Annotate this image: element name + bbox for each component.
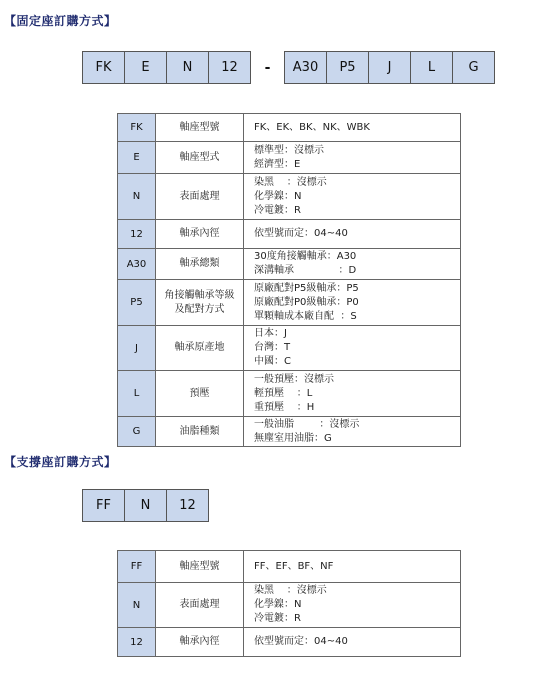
desc-cell (244, 551, 461, 583)
desc-line: 台灣：T (254, 342, 291, 353)
code-cell: L (118, 371, 156, 417)
desc-line: 無塵室用油脂：G (254, 432, 332, 444)
support-seat-order-title: 【支撐座訂購方式】 (4, 455, 117, 469)
desc-line: 日本：J (254, 328, 287, 339)
item-label: 軸承總類 (179, 258, 220, 269)
table-row (118, 551, 461, 583)
table-row (118, 326, 461, 371)
item-cell (156, 280, 244, 326)
code-separator: - (264, 59, 271, 76)
code-box: N (125, 489, 167, 522)
item-label: 表面處理 (179, 599, 220, 610)
item-cell (156, 583, 244, 628)
desc-line: 重預壓 ：H (254, 401, 315, 413)
desc-line: 單顆軸成本廠自配 ：S (254, 310, 357, 322)
desc-line: 染黑 ：沒標示 (254, 585, 327, 596)
item-cell (156, 220, 244, 249)
table-row (118, 371, 461, 417)
desc-line: 經濟型：E (254, 158, 301, 170)
desc-cell (244, 220, 461, 249)
code-cell: A30 (118, 249, 156, 280)
code-cell: G (118, 417, 156, 447)
code-cell: P5 (118, 280, 156, 326)
desc-line: 輕預壓 ：L (254, 387, 313, 399)
desc-cell (244, 174, 461, 220)
item-cell (156, 628, 244, 657)
fixed-seat-spec-table (117, 113, 461, 447)
item-label: 油脂種類 (179, 425, 220, 437)
table-row (118, 220, 461, 249)
desc-cell (244, 249, 461, 280)
support-seat-code-row (82, 489, 209, 522)
code-box: E (125, 51, 167, 84)
table-row (118, 174, 461, 220)
desc-cell (244, 371, 461, 417)
code-box: P5 (327, 51, 369, 84)
table-row (118, 628, 461, 657)
desc-line: FF、EF、BF、NF (254, 560, 334, 572)
item-label: 軸座型號 (179, 560, 220, 572)
desc-line: 化學鎳：N (254, 599, 302, 610)
desc-line: 30度角接觸軸承：A30 (254, 251, 357, 262)
table-row (118, 249, 461, 280)
code-box: N (167, 51, 209, 84)
table-row (118, 142, 461, 174)
code-cell: N (118, 583, 156, 628)
table-row (118, 114, 461, 142)
code-box: A30 (284, 51, 327, 84)
desc-line: 依型號而定：04~40 (254, 228, 348, 239)
desc-line: 化學鎳：N (254, 190, 302, 202)
support-seat-spec-table (117, 550, 461, 657)
desc-line: 原廠配對P0級軸承：P0 (254, 296, 359, 308)
desc-line: 一般油脂 ：沒標示 (254, 418, 360, 430)
code-cell: N (118, 174, 156, 220)
code-box: FK (82, 51, 125, 84)
desc-line: 依型號而定：04~40 (254, 636, 348, 647)
code-cell: E (118, 142, 156, 174)
fixed-seat-order-title: 【固定座訂購方式】 (4, 14, 117, 28)
desc-cell (244, 583, 461, 628)
item-label: 軸座型式 (179, 151, 220, 163)
desc-cell (244, 417, 461, 447)
table-row (118, 583, 461, 628)
table-row (118, 417, 461, 447)
item-label: 軸承內徑 (179, 228, 220, 239)
desc-line: 冷電鍍：R (254, 613, 301, 624)
item-label: 預壓 (189, 387, 210, 399)
code-box: J (369, 51, 411, 84)
desc-line: 冷電鍍：R (254, 204, 301, 216)
desc-line: 深溝軸承 ：D (254, 265, 357, 276)
desc-line: 原廠配對P5級軸承：P5 (254, 282, 359, 294)
item-cell (156, 417, 244, 447)
item-label: 軸座型號 (179, 121, 220, 133)
item-label: 軸承內徑 (179, 636, 220, 647)
code-cell: J (118, 326, 156, 371)
code-cell: 12 (118, 628, 156, 657)
desc-cell (244, 114, 461, 142)
desc-line: 標準型：沒標示 (254, 144, 324, 156)
desc-line: 中國：C (254, 356, 291, 367)
item-cell (156, 174, 244, 220)
code-box: 12 (209, 51, 251, 84)
item-cell (156, 142, 244, 174)
desc-cell (244, 280, 461, 326)
desc-line: 染黑 ：沒標示 (254, 176, 327, 188)
code-box: 12 (167, 489, 209, 522)
item-label: 及配對方式 (174, 303, 225, 315)
item-label: 角接觸軸承等級 (164, 289, 235, 301)
code-cell: 12 (118, 220, 156, 249)
code-box: FF (82, 489, 125, 522)
item-cell (156, 326, 244, 371)
desc-cell (244, 326, 461, 371)
code-box: G (453, 51, 495, 84)
desc-line: FK、EK、BK、NK、WBK (254, 121, 370, 133)
desc-cell (244, 142, 461, 174)
item-cell (156, 249, 244, 280)
code-cell: FF (118, 551, 156, 583)
table-row (118, 280, 461, 326)
item-cell (156, 551, 244, 583)
item-cell (156, 371, 244, 417)
code-cell: FK (118, 114, 156, 142)
item-label: 表面處理 (179, 190, 220, 202)
desc-cell (244, 628, 461, 657)
item-cell (156, 114, 244, 142)
code-box: L (411, 51, 453, 84)
item-label: 軸承原產地 (174, 342, 225, 353)
desc-line: 一般預壓：沒標示 (254, 373, 334, 385)
fixed-seat-code-row (82, 51, 495, 84)
